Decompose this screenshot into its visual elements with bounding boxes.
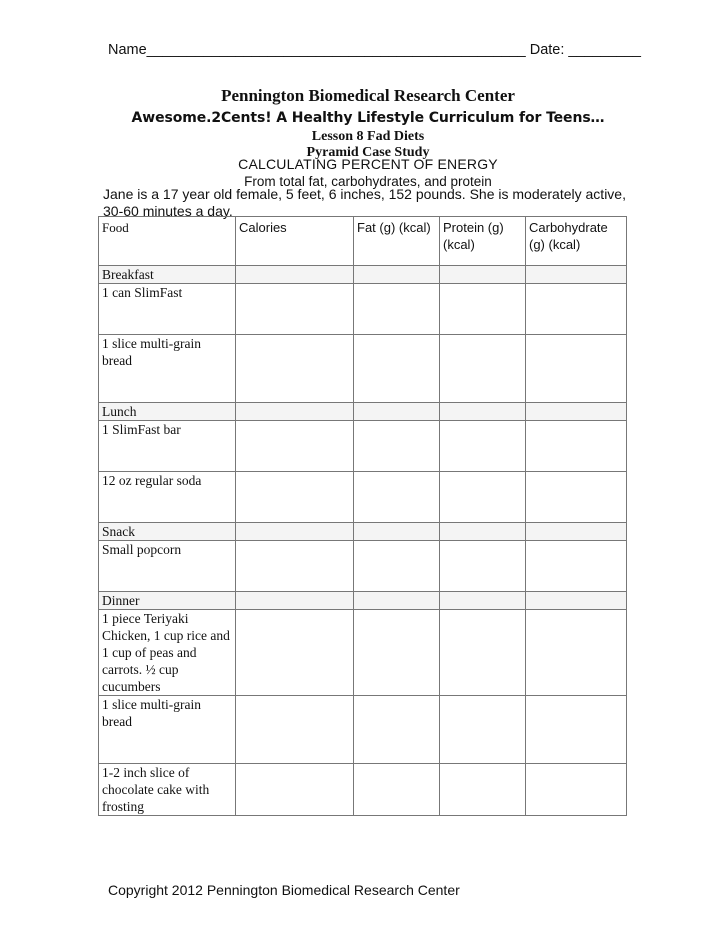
- entry-cell[interactable]: [440, 764, 526, 816]
- meal-label-lunch: Lunch: [99, 403, 236, 421]
- column-header-food: Food: [99, 217, 236, 266]
- entry-cell[interactable]: [440, 541, 526, 592]
- food-item: 1-2 inch slice of chocolate cake with frosting: [99, 764, 236, 816]
- table-row: [99, 523, 627, 541]
- entry-cell[interactable]: [440, 421, 526, 472]
- column-header-calories: Calories: [236, 217, 354, 266]
- name-date-line: Name_______________________________________________ Date: _________: [108, 42, 641, 58]
- entry-cell[interactable]: [526, 764, 627, 816]
- table-row: [99, 610, 627, 696]
- table-row: [99, 403, 627, 421]
- entry-cell[interactable]: [354, 284, 440, 335]
- entry-cell[interactable]: [526, 472, 627, 523]
- entry-cell[interactable]: [354, 696, 440, 764]
- table-row: [99, 421, 627, 472]
- food-item: 1 slice multi-grain bread: [99, 696, 236, 764]
- table-row: [99, 764, 627, 816]
- entry-cell[interactable]: [440, 335, 526, 403]
- entry-cell[interactable]: [526, 421, 627, 472]
- entry-cell[interactable]: [354, 472, 440, 523]
- entry-cell[interactable]: [440, 284, 526, 335]
- entry-cell[interactable]: [354, 610, 440, 696]
- column-header-carbohydrate: Carbohydrate (g) (kcal): [526, 217, 627, 266]
- lesson-title: Lesson 8 Fad Diets: [311, 129, 425, 144]
- entry-cell[interactable]: [236, 335, 354, 403]
- meal-label-snack: Snack: [99, 523, 236, 541]
- table-row: [99, 266, 627, 284]
- column-header-protein: Protein (g) (kcal): [440, 217, 526, 266]
- entry-cell[interactable]: [236, 284, 354, 335]
- table-header-row: [99, 217, 627, 266]
- food-item: 1 can SlimFast: [99, 284, 236, 335]
- copyright-footer: Copyright 2012 Pennington Biomedical Research Center: [108, 882, 460, 898]
- food-item: 1 piece Teriyaki Chicken, 1 cup rice and 1 cup of peas and carrots. ½ cup cucumbers: [99, 610, 236, 696]
- entry-cell[interactable]: [440, 472, 526, 523]
- worksheet-subheading: From total fat, carbohydrates, and protein: [244, 174, 492, 189]
- entry-cell[interactable]: [354, 421, 440, 472]
- entry-cell[interactable]: [526, 610, 627, 696]
- entry-cell[interactable]: [354, 764, 440, 816]
- table-row: [99, 472, 627, 523]
- entry-cell[interactable]: [236, 421, 354, 472]
- curriculum-title: Awesome.2Cents! A Healthy Lifestyle Curriculum for Teens…: [131, 110, 605, 126]
- entry-cell[interactable]: [236, 610, 354, 696]
- organization-title: Pennington Biomedical Research Center: [221, 86, 515, 105]
- food-energy-table: [98, 216, 627, 816]
- food-item: 12 oz regular soda: [99, 472, 236, 523]
- table-row: [99, 592, 627, 610]
- entry-cell[interactable]: [354, 541, 440, 592]
- entry-cell[interactable]: [526, 696, 627, 764]
- case-study-title: Pyramid Case Study: [306, 145, 430, 160]
- entry-cell[interactable]: [236, 541, 354, 592]
- entry-cell[interactable]: [236, 764, 354, 816]
- entry-cell[interactable]: [354, 335, 440, 403]
- entry-cell[interactable]: [236, 696, 354, 764]
- entry-cell[interactable]: [526, 284, 627, 335]
- meal-label-dinner: Dinner: [99, 592, 236, 610]
- meal-label-breakfast: Breakfast: [99, 266, 236, 284]
- food-item: 1 slice multi-grain bread: [99, 335, 236, 403]
- entry-cell[interactable]: [440, 696, 526, 764]
- table-row: [99, 335, 627, 403]
- intro-paragraph: Jane is a 17 year old female, 5 feet, 6 inches, 152 pounds. She is moderately active, 30-60 minutes a day.: [103, 186, 626, 219]
- worksheet-heading: CALCULATING PERCENT OF ENERGY: [238, 156, 498, 172]
- entry-cell[interactable]: [236, 472, 354, 523]
- food-item: 1 SlimFast bar: [99, 421, 236, 472]
- entry-cell[interactable]: [526, 541, 627, 592]
- column-header-fat: Fat (g) (kcal): [354, 217, 440, 266]
- entry-cell[interactable]: [440, 610, 526, 696]
- food-item: Small popcorn: [99, 541, 236, 592]
- entry-cell[interactable]: [526, 335, 627, 403]
- table-row: [99, 284, 627, 335]
- table-row: [99, 541, 627, 592]
- table-row: [99, 696, 627, 764]
